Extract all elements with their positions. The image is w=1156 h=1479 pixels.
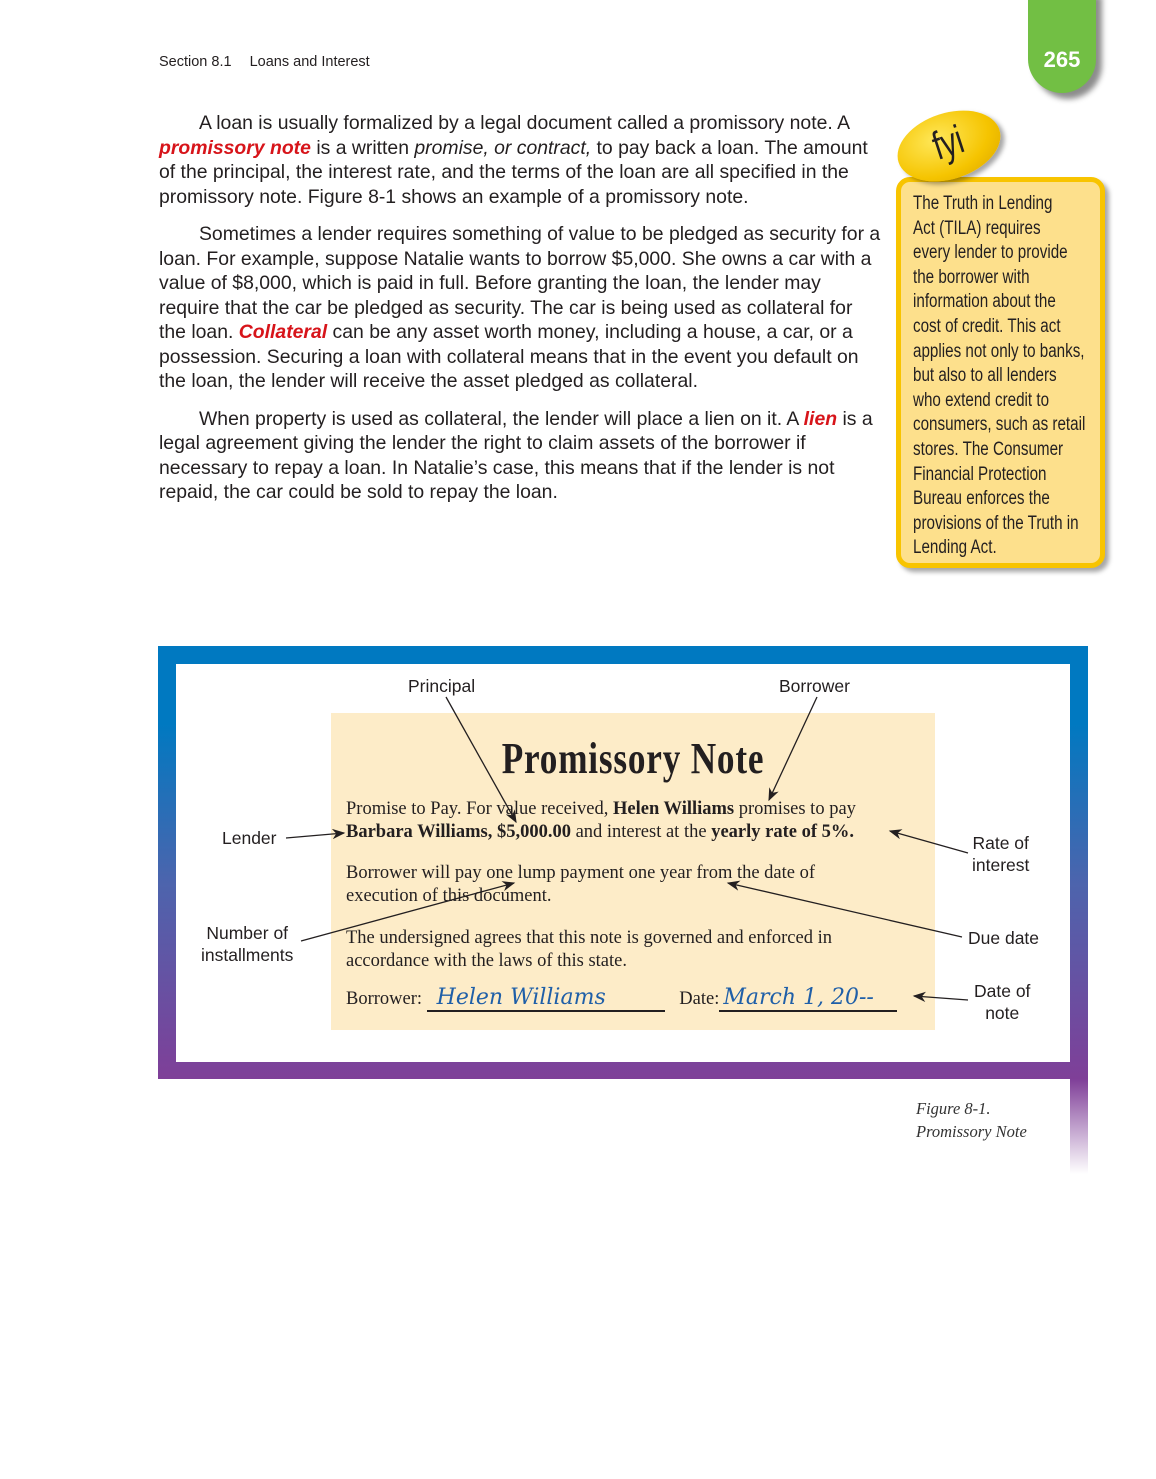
page-number: 265 xyxy=(1043,47,1081,72)
key-term: lien xyxy=(803,407,838,430)
italic-text: promise, or contract, xyxy=(414,136,592,159)
fyi-line: information about the xyxy=(913,291,1056,313)
fyi-line: the borrower with xyxy=(913,266,1030,288)
figure-caption xyxy=(916,1097,1027,1143)
arrow-installments xyxy=(301,883,514,941)
text: installments xyxy=(201,945,294,965)
fyi-line: Financial Protection xyxy=(913,463,1047,485)
note-line: execution of this document. xyxy=(346,886,552,906)
fyi-line: Lending Act. xyxy=(913,537,997,559)
text: Rate of xyxy=(972,833,1029,853)
fyi-line: every lender to provide xyxy=(913,242,1068,264)
fyi-line: Act (TILA) requires xyxy=(913,217,1041,239)
arrow-principal xyxy=(446,697,516,822)
label-principal: Principal xyxy=(408,676,476,696)
text: and interest at the xyxy=(570,822,712,842)
label-due-date: Due date xyxy=(968,928,1040,948)
label-borrower: Borrower xyxy=(779,676,850,696)
fyi-line: who extend credit to xyxy=(913,389,1050,411)
borrower-name: Helen Williams xyxy=(613,799,735,819)
note-line: The undersigned agrees that this note is governed and enforced in xyxy=(346,928,832,948)
borrower-label: Borrower: xyxy=(346,989,423,1009)
note-line: Borrower will pay one lump payment one year from the date of xyxy=(346,863,816,883)
fyi-line: provisions of the Truth in xyxy=(913,512,1079,534)
fyi-line: consumers, such as retail xyxy=(913,414,1086,436)
borrower-signature: Helen Williams xyxy=(436,985,606,1010)
label-lender: Lender xyxy=(222,828,277,848)
text: Sometimes a lender requires something of value to be pledged as security for a loan. For example, suppose Natalie wants to borrow $5,000. She owns a car with a value of $8,000, which is paid in full. Before granting the loan, the lender may require that the car be pledged as security. The car is being used as collateral for the loan. xyxy=(159,223,881,343)
arrow-borrower xyxy=(769,697,817,800)
fyi-line: Bureau enforces the xyxy=(913,488,1050,510)
text: interest xyxy=(972,855,1030,875)
note-line: accordance with the laws of this state. xyxy=(346,951,627,971)
arrow-due-date xyxy=(728,883,962,937)
text: Promissory Note xyxy=(916,1122,1027,1141)
principal-amount: , $5,000.00 xyxy=(487,822,571,842)
text: note xyxy=(985,1003,1020,1023)
fyi-line: but also to all lenders xyxy=(913,365,1057,387)
text: is a legal agreement giving the lender the right to claim assets of the borrower if necessary to repay a loan. In Natalie’s case, this means that if the lender is not repaid, the car could be sold to repay the loan. xyxy=(159,407,873,503)
text: A loan is usually formalized by a legal document called a promissory note. A xyxy=(199,112,849,134)
note-title: Promissory Note xyxy=(501,734,765,783)
fyi-line: The Truth in Lending xyxy=(913,193,1053,214)
text: promises to pay xyxy=(734,799,856,819)
text: Number of xyxy=(206,923,289,943)
fyi-line: applies not only to banks, xyxy=(913,340,1085,362)
arrow-lender xyxy=(286,833,344,838)
text: is a written xyxy=(310,136,415,159)
text: When property is used as collateral, the lender will place a lien on it. A xyxy=(199,407,804,430)
key-term: Collateral xyxy=(238,321,328,343)
key-term: promissory note xyxy=(159,136,311,159)
section-number: Section 8.1 xyxy=(159,54,232,70)
fyi-line: cost of credit. This act xyxy=(913,315,1061,337)
text: Figure 8-1. xyxy=(916,1099,991,1118)
arrow-rate xyxy=(890,831,968,853)
text: to pay back a loan. The amount of the principal, the interest rate, and the terms of the loan are all specified in the promissory note. Figure 8-1 shows an example of a promissory note. xyxy=(159,136,868,208)
text: Date of xyxy=(974,981,1031,1001)
text: can be any asset worth money, including a house, a car, or a possession. Securing a loan with collateral means that in the event you default on the loan, the lender will receive the asset pledged as collateral. xyxy=(159,321,859,392)
interest-rate: yearly rate of 5%. xyxy=(711,822,854,842)
text: Promise to Pay. For value received, xyxy=(346,799,613,819)
fyi-label: fyi xyxy=(927,117,970,169)
lender-name: Barbara Williams xyxy=(346,822,488,842)
arrow-date-of-note xyxy=(914,996,968,1000)
date-value: March 1, 20-- xyxy=(723,985,874,1010)
fyi-line: stores. The Consumer xyxy=(913,438,1064,460)
date-label: Date: xyxy=(679,989,720,1009)
section-title: Loans and Interest xyxy=(249,54,370,70)
